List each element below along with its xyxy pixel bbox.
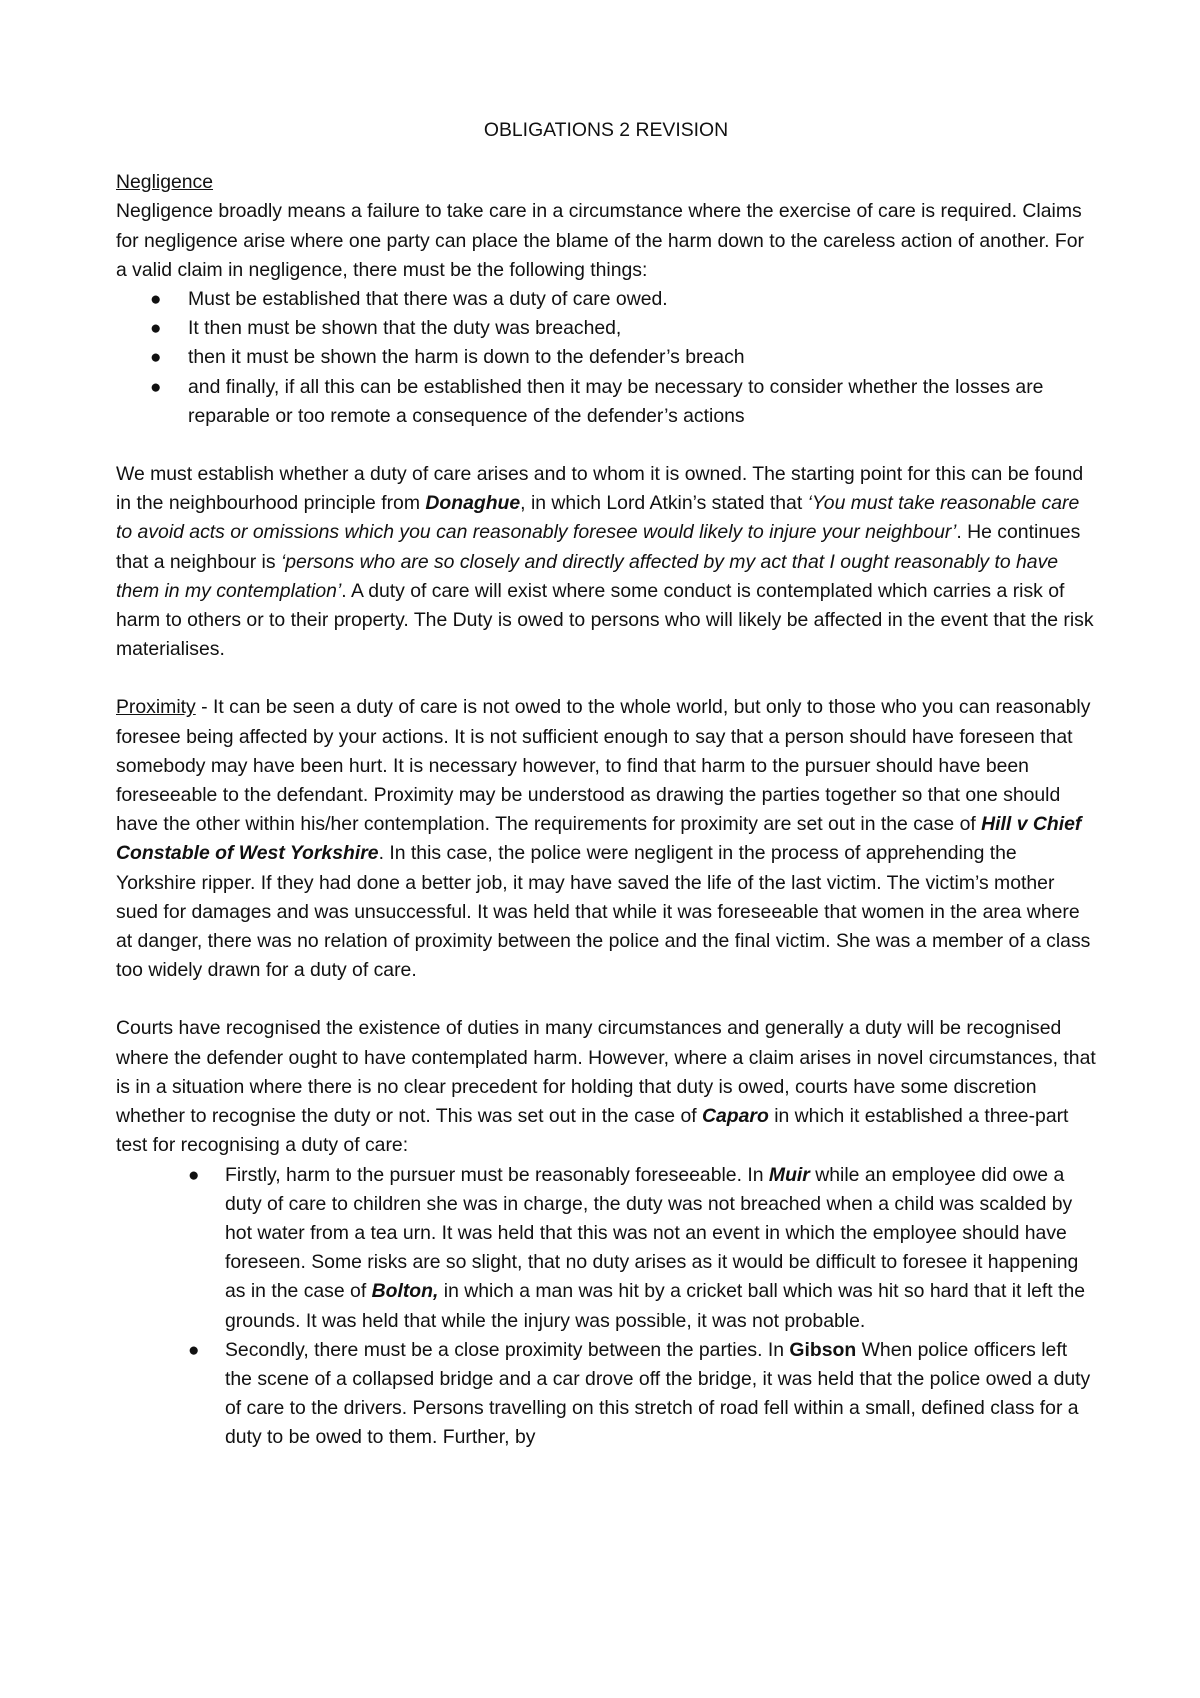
- bullet-icon: ●: [188, 1339, 200, 1361]
- bullet-icon: ●: [150, 376, 162, 398]
- list-item: ● Must be established that there was a duty of care owed.: [150, 285, 1096, 314]
- proximity-paragraph: Proximity - It can be seen a duty of care is not owed to the whole world, but only to those who you can reasonably foresee being affected by your actions. It is not sufficient enough to say that a person should have foreseen that somebody may have been hurt. It is necessary however, to find that harm to the pursuer should have been foreseeable to the defendant. Proximity may be understood as drawing the parties together so that one should have the other within his/her contemplation. The requirements for proximity are set out in the case of Hill v Chief Constable of West Yorkshire. In this case, the police were negligent in the process of apprehending the Yorkshire ripper. If they had done a better job, it may have saved the life of the last victim. The victim’s mother sued for damages and was unsuccessful. It was held that while it was foreseeable that women in the area where at danger, there was no relation of proximity between the police and the final victim. She was a member of a class too widely drawn for a duty of care.: [116, 696, 1091, 982]
- quote: ‘persons who are so closely and directly affected by my act that I ought reasonably to have them in my contemplation’: [116, 550, 1059, 602]
- list-item: ● and finally, if all this can be established then it may be necessary to consider whether the losses are reparable or too remote a consequence of the defender’s actions: [150, 373, 1096, 431]
- list-item: ● Firstly, harm to the pursuer must be reasonably foreseeable. In Muir while an employee did owe a duty of care to children she was in charge, the duty was not breached when a child was scalded by hot water from a tea urn. It was held that this was not an event in which the employee should have foreseen. Some risks are so slight, that no duty arises as it would be difficult to foresee it happening as in the case of Bolton, in which a man was hit by a cricket ball which was hit so hard that it left the grounds. It was held that while the injury was possible, it was not probable.: [188, 1161, 1096, 1336]
- duty-of-care-paragraph: We must establish whether a duty of care arises and to whom it is owned. The starting point for this can be found in the neighbourhood principle from Donaghue, in which Lord Atkin’s stated that ‘You must take reasonable care to avoid acts or omissions which you can reasonably foresee would likely to injure your neighbour’. He continues that a neighbour is ‘persons who are so closely and directly affected by my act that I ought reasonably to have them in my contemplation’. A duty of care will exist where some conduct is contemplated which carries a risk of harm to others or to their property. The Duty is owed to persons who will likely be affected in the event that the risk materialises.: [116, 463, 1094, 661]
- bullet-icon: ●: [150, 318, 162, 340]
- proximity-heading: Proximity: [116, 696, 196, 719]
- negligence-intro: Negligence broadly means a failure to take care in a circumstance where the exercise of care is required. Claims for negligence arise where one party can place the blame of the harm down to the careless action of another. For a valid claim in negligence, there must be the following things:: [116, 200, 1084, 281]
- bullet-icon: ●: [150, 347, 162, 369]
- bullet-icon: ●: [188, 1164, 200, 1186]
- caparo-test-list: [116, 1161, 1096, 1453]
- negligence-requirements-list: [116, 285, 1096, 431]
- case-name: Hill v Chief Constable of West Yorkshire: [116, 813, 1082, 865]
- case-name: Caparo: [702, 1105, 769, 1128]
- negligence-section: [116, 168, 1096, 431]
- quote: ‘You must take reasonable care to avoid acts or omissions which you can reasonably foresee would likely to injure your neighbour’: [116, 492, 1080, 544]
- negligence-heading: Negligence: [116, 171, 214, 194]
- page-title: OBLIGATIONS 2 REVISION: [483, 119, 729, 141]
- list-item: ● Secondly, there must be a close proximity between the parties. In Gibson When police officers left the scene of a collapsed bridge and a car drove off the bridge, it was held that the police owed a duty of care to the drivers. Persons travelling on this stretch of road fell within a small, defined class for a duty to be owed to them. Further, by: [188, 1336, 1096, 1453]
- bullet-icon: ●: [150, 289, 162, 311]
- list-item: ● then it must be shown the harm is down to the defender’s breach: [150, 343, 1096, 372]
- case-name: Bolton,: [371, 1280, 439, 1303]
- case-name: Donaghue: [425, 492, 521, 515]
- case-name: Muir: [768, 1163, 810, 1186]
- list-item: ● It then must be shown that the duty was breached,: [150, 314, 1096, 343]
- case-name: Gibson: [789, 1338, 857, 1361]
- caparo-paragraph: Courts have recognised the existence of duties in many circumstances and generally a duty will be recognised where the defender ought to have contemplated harm. However, where a claim arises in novel circumstances, that is in a situation where there is no clear precedent for holding that duty is owed, courts have some discretion whether to recognise the duty or not. This was set out in the case of Caparo in which it established a three-part test for recognising a duty of care:: [116, 1017, 1096, 1157]
